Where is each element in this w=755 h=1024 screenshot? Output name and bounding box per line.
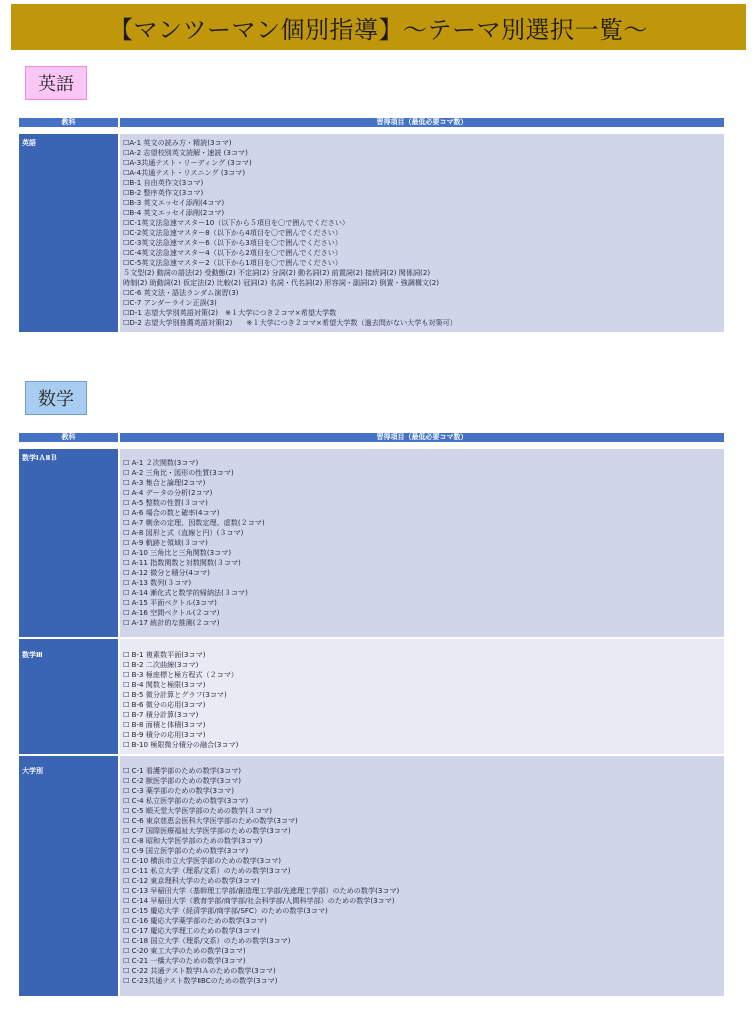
list-item: ☐ C-20 東工大学のための数学(3コマ) [123, 946, 246, 955]
list-item: ☐ C-9 国立医学部のための数学(3コマ) [123, 846, 249, 855]
list-item: ☐C-7 アンダーライン正誤(3) [123, 298, 217, 307]
list-item: ☐ A-12 微分と積分(4コマ) [123, 568, 210, 577]
list-item: ☐C-3英文法急速マスター6（以下から3項目を〇で囲んでください） [123, 238, 342, 247]
list-item: ☐ A-2 三角比・図形の性質(3コマ) [123, 468, 234, 477]
list-item: ☐ B-2 二次曲線(3コマ) [123, 660, 199, 669]
header-subject: 教科 [19, 433, 118, 442]
list-item: 時制(2) 助動詞(2) 仮定法(2) 比較(2) 冠詞(2) 名詞・代名詞(2) 形容詞・副詞(2) 倒置・強調構文(2) [123, 278, 440, 287]
items-cell [120, 449, 724, 637]
items-cell [120, 756, 724, 996]
section-label-english: 英語 [25, 66, 87, 100]
list-item: ☐ A-13 数列(３コマ) [123, 578, 192, 587]
list-item: ☐A-3共通テスト・リーディング (3コマ) [123, 158, 252, 167]
list-item: ☐C-4英文法急速マスター4（以下から2項目を〇で囲んでください） [123, 248, 342, 257]
items-cell [120, 639, 724, 754]
list-item: ☐ C-18 国立大学（理系/文系）のための数学(3コマ) [123, 936, 291, 945]
subject-cell: 大学別 [19, 756, 118, 996]
list-item: ☐ B-10 極限微分積分の融合(3コマ) [123, 740, 239, 749]
list-item: ☐ A-9 軌跡と領域(３コマ) [123, 538, 208, 547]
list-item: ☐ B-3 極座標と極方程式（２コマ） [123, 670, 239, 679]
list-item: ５文型(2) 動詞の語法(2) 受動態(2) 不定詞(2) 分詞(2) 動名詞(2) 前置詞(2) 接続詞(2) 関係詞(2) [123, 268, 431, 277]
list-item: ☐ B-6 微分の応用(3コマ) [123, 700, 206, 709]
list-item: ☐ A-4 データの分析(2コマ) [123, 488, 213, 497]
items-cell [120, 134, 724, 332]
list-item: ☐ A-1 ２次関数(3コマ) [123, 458, 199, 467]
list-item: ☐ A-6 場合の数と確率(4コマ) [123, 508, 220, 517]
list-item: ☐B-2 整序英作文(3コマ) [123, 188, 204, 197]
list-item: ☐A-2 志望校別英文読解・速読 (3コマ) [123, 148, 248, 157]
list-item: ☐ B-4 関数と極限(3コマ) [123, 680, 206, 689]
list-item: ☐ A-7 剰余の定理、因数定理、虚数(２コマ) [123, 518, 265, 527]
subject-cell: 数学ⅠＡⅡＢ [19, 449, 118, 637]
list-item: ☐ C-16 慶応大学薬学部のための数学(3コマ) [123, 916, 267, 925]
list-item: ☐C-5英文法急速マスター2（以下から1項目を〇で囲んでください） [123, 258, 342, 267]
list-item: ☐ C-6 東京慈恵会医科大学医学部のための数学(3コマ) [123, 816, 298, 825]
table-header-row [19, 433, 724, 442]
list-item: ☐ C-11 私立大学（理系/文系）のための数学(3コマ) [123, 866, 291, 875]
list-item: ☐ C-21 一橋大学のための数学(3コマ) [123, 956, 246, 965]
list-item: ☐ C-14 早稲田大学（教育学部/商学部/社会科学部/人間科学部）のための数学(3コマ) [123, 896, 395, 905]
list-item: ☐ C-2 獣医学部のための数学(3コマ) [123, 776, 242, 785]
header-items: 習得項目（最低必要コマ数） [120, 118, 724, 127]
list-item: ☐ A-3 集合と論理(2コマ) [123, 478, 206, 487]
list-item: ☐ B-5 微分計算とグラフ(3コマ) [123, 690, 227, 699]
spacer-row [19, 129, 724, 132]
list-item: ☐ A-5 整数の性質(３コマ) [123, 498, 208, 507]
list-item: ☐ C-1 看護学部のための数学(3コマ) [123, 766, 242, 775]
list-item: ☐B-1 自由英作文(3コマ) [123, 178, 204, 187]
list-item: ☐A-1 英文の読み方・精読(3コマ) [123, 138, 232, 147]
list-item: ☐ B-1 複素数平面(3コマ) [123, 650, 206, 659]
english-table [17, 116, 726, 334]
header-subject: 教科 [19, 118, 118, 127]
subject-cell: 数学Ⅲ [19, 639, 118, 754]
spacer-row [19, 444, 724, 447]
table-header-row [19, 118, 724, 127]
list-item: ☐ A-10 三角比と三角関数(3コマ) [123, 548, 232, 557]
list-item: ☐ A-8 図形と式（直線と円）(３コマ) [123, 528, 244, 537]
math-table [17, 431, 726, 998]
list-item: ☐ C-4 私立医学部のための数学(3コマ) [123, 796, 249, 805]
header-items: 習得項目（最低必要コマ数） [120, 433, 724, 442]
page-title-banner [11, 4, 746, 50]
list-item: ☐ B-8 面積と体積(3コマ) [123, 720, 206, 729]
list-item: ☐ A-15 平面ベクトル(3コマ) [123, 598, 217, 607]
list-item: ☐ C-3 薬学部のための数学(3コマ) [123, 786, 234, 795]
list-item: ☐ C-17 慶応大学理工のための数学(3コマ) [123, 926, 260, 935]
page-title: 【マンツーマン個別指導】～テーマ別選択一覧～ [109, 15, 648, 44]
list-item: ☐ A-17 統計的な推測(２コマ) [123, 618, 220, 627]
table-row [19, 449, 724, 637]
list-item: ☐ A-14 漸化式と数学的帰納法(３コマ) [123, 588, 248, 597]
list-item: ☐ C-10 横浜市立大学医学部のための数学(3コマ) [123, 856, 282, 865]
list-item: ☐B-4 英文エッセイ添削(2コマ) [123, 208, 225, 217]
list-item: ☐ B-9 積分の応用(3コマ) [123, 730, 206, 739]
list-item: ☐D-1 志望大学別英語対策(2) ※１大学につき２コマ×希望大学数 [123, 308, 337, 317]
list-item: ☐ C-12 東京理科大学のための数学(3コマ) [123, 876, 260, 885]
list-item: ☐D-2 志望大学別推薦英語対策(2) ※１大学につき２コマ×希望大学数（過去問がない大学も対策可） [123, 318, 457, 327]
list-item: ☐ C-13 早稲田大学（基幹理工学部/創造理工学部/先進理工学部）のための数学(3コマ) [123, 886, 400, 895]
list-item: ☐C-2英文法急速マスター8（以下から4項目を〇で囲んでください） [123, 228, 342, 237]
list-item: ☐B-3 英文エッセイ添削(4コマ) [123, 198, 225, 207]
list-item: ☐ A-16 空間ベクトル(２コマ) [123, 608, 220, 617]
list-item: ☐ C-23共通テスト数学ⅡBCのための数学(3コマ) [123, 976, 278, 985]
list-item: ☐ C-22 共通テスト数学ⅠＡのための数学(3コマ) [123, 966, 276, 975]
list-item: ☐ C-7 国際医療福祉大学医学部のための数学(3コマ) [123, 826, 291, 835]
table-row [19, 756, 724, 996]
list-item: ☐ A-11 指数関数と対数関数(３コマ) [123, 558, 241, 567]
list-item: ☐ C-8 昭和大学医学部のための数学(3コマ) [123, 836, 263, 845]
list-item: ☐C-1英文法急速マスター10（以下から５項目を〇で囲んでください） [123, 218, 350, 227]
table-row [19, 639, 724, 754]
list-item: ☐ B-7 積分計算(3コマ) [123, 710, 199, 719]
section-label-math: 数学 [25, 381, 87, 415]
list-item: ☐ C-15 慶応大学（経済学部/商学部/SFC）のための数学(3コマ) [123, 906, 328, 915]
subject-cell: 英語 [19, 134, 118, 332]
list-item: ☐ C-5 順天堂大学医学部のための数学(３コマ) [123, 806, 273, 815]
table-row [19, 134, 724, 332]
list-item: ☐A-4共通テスト・リスニング (3コマ) [123, 168, 246, 177]
list-item: ☐C-6 英文法・語法ランダム演習(3) [123, 288, 239, 297]
